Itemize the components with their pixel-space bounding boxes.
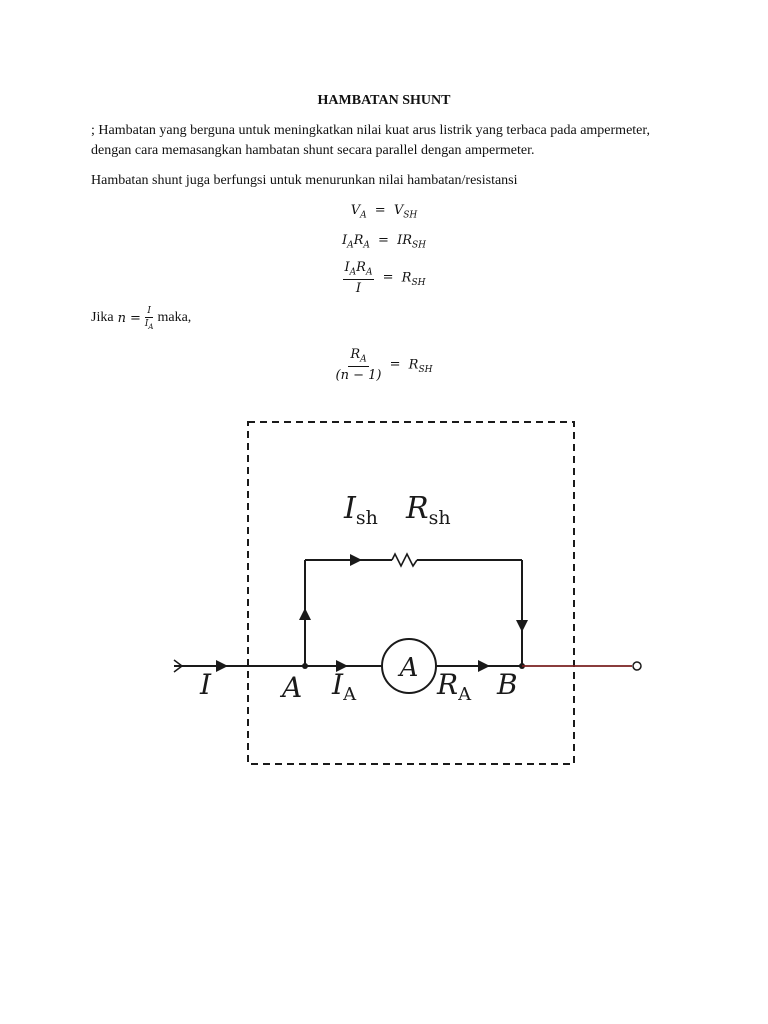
condition-var: n	[117, 310, 126, 326]
eq3-num-b: R	[356, 260, 366, 275]
output-terminal	[633, 662, 641, 670]
eq4-num-base: R	[350, 347, 361, 362]
equation-shunt-fraction	[0, 260, 768, 296]
shunt-resistor-zigzag	[392, 554, 417, 566]
eq1-rhs-sub: SH	[403, 210, 418, 221]
eq2-op: =	[378, 233, 389, 248]
equation-shunt-result	[0, 347, 768, 383]
label-i-sh-base: I	[344, 491, 356, 526]
label-r-a	[436, 668, 472, 705]
eq4-num-sub: A	[360, 354, 367, 365]
label-node-a: A	[282, 671, 303, 704]
label-input-current: I	[200, 668, 212, 701]
eq2-lhs-b-sub: A	[363, 240, 370, 251]
eq1-rhs: V	[393, 203, 404, 218]
ammeter-out-arrow	[478, 660, 490, 672]
label-i-a-sub: A	[343, 684, 357, 705]
label-i-sh	[343, 491, 378, 529]
shunt-up-arrow	[299, 608, 311, 620]
condition-den-base: I	[144, 319, 149, 329]
paragraph-definition: ; Hambatan yang berguna untuk meningkatkan nilai kuat arus listrik yang terbaca pada ampermeter, dengan cara memasangkan hambatan shunt secara parallel dengan ampermeter.	[91, 123, 650, 158]
condition-op: =	[129, 310, 141, 326]
eq2-lhs-a-sub: A	[347, 240, 354, 251]
eq3-fraction	[343, 260, 375, 296]
equation-voltage	[0, 203, 768, 221]
eq3-op: =	[382, 270, 394, 286]
input-current-arrow	[216, 660, 228, 672]
label-node-b: B	[497, 668, 518, 701]
eq4-fraction	[336, 347, 382, 383]
eq1-lhs: V	[350, 203, 361, 218]
label-r-sh	[405, 491, 451, 529]
eq2-rhs: IR	[397, 233, 413, 248]
page-title: HAMBATAN SHUNT	[317, 93, 451, 108]
label-r-sh-sub: sh	[428, 507, 451, 529]
eq1-lhs-sub: A	[360, 210, 367, 221]
eq4-denominator: (n − 1)	[335, 367, 382, 383]
dashed-enclosure	[248, 422, 574, 764]
eq4-rhs-sub: SH	[418, 364, 433, 375]
label-i-a	[331, 668, 357, 705]
condition-numerator: I	[147, 306, 151, 316]
eq2-lhs-b: R	[353, 233, 364, 248]
eq3-rhs: R	[401, 270, 412, 286]
equation-current-resistance	[0, 233, 768, 251]
eq3-denominator: I	[355, 280, 362, 296]
label-i-sh-sub: sh	[355, 507, 378, 529]
eq3-num-b-sub: A	[365, 267, 373, 278]
condition-denominator	[145, 318, 154, 331]
eq3-numerator	[343, 260, 375, 280]
label-r-sh-base: R	[406, 491, 429, 526]
condition-fraction	[145, 306, 154, 331]
condition-prefix: Jika	[91, 310, 114, 326]
shunt-circuit-diagram	[160, 410, 660, 780]
eq1-op: =	[374, 203, 386, 218]
condition-suffix: maka,	[157, 310, 192, 326]
eq3-rhs-sub: SH	[411, 277, 426, 288]
label-r-a-base: R	[437, 668, 459, 701]
eq3-num-a: I	[344, 260, 350, 275]
label-i-a-base: I	[332, 668, 344, 701]
shunt-down-arrow	[516, 620, 528, 632]
eq4-op: =	[389, 357, 401, 373]
condition-line	[91, 306, 191, 331]
paragraph-function: Hambatan shunt juga berfungsi untuk menurunkan nilai hambatan/resistansi	[91, 173, 518, 188]
label-r-a-sub: A	[458, 684, 472, 705]
eq4-rhs: R	[408, 357, 419, 373]
eq2-lhs-a: I	[341, 233, 348, 248]
ammeter-label: A	[399, 653, 419, 683]
eq2-rhs-sub: SH	[412, 240, 427, 251]
condition-den-sub: A	[148, 322, 154, 331]
eq3-num-a-sub: A	[349, 267, 357, 278]
eq4-numerator	[348, 347, 368, 367]
shunt-current-arrow	[350, 554, 362, 566]
